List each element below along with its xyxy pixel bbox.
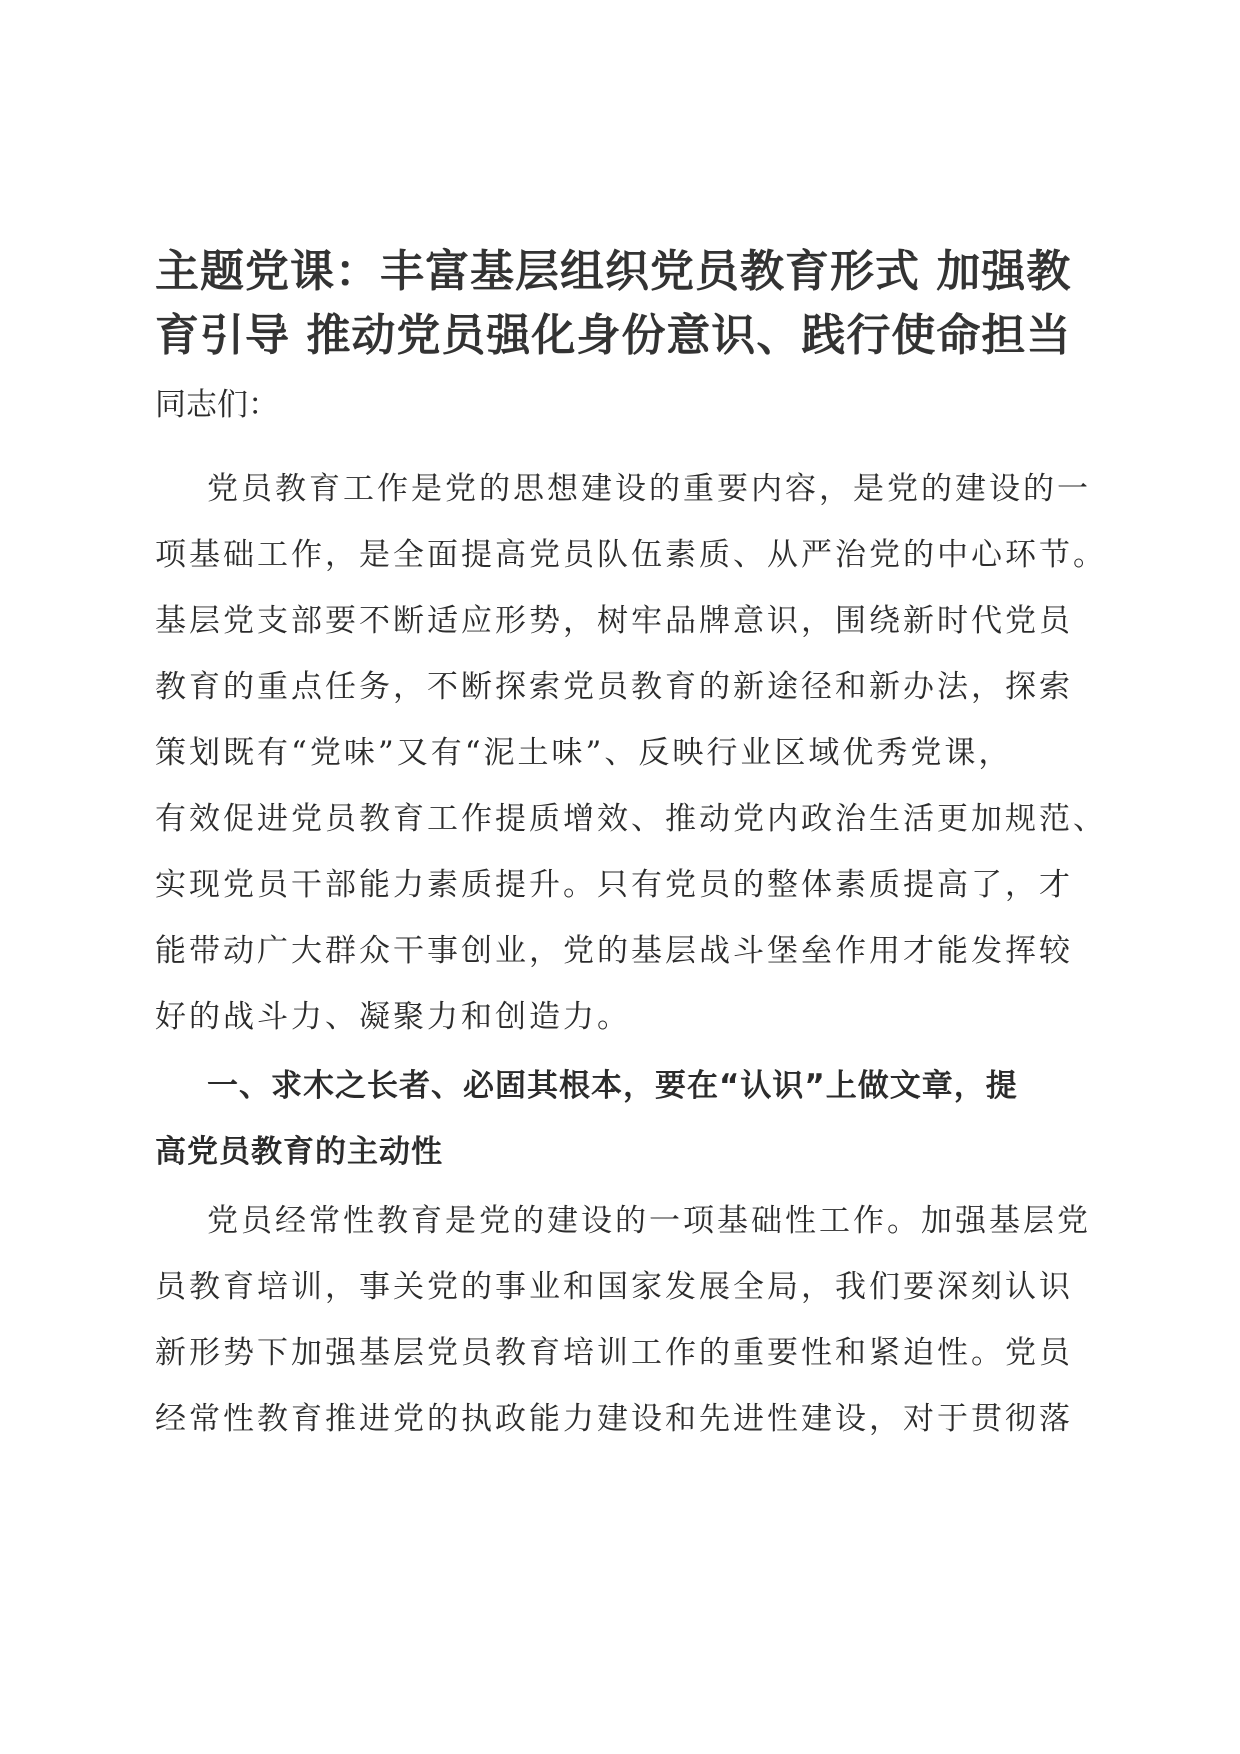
paragraph-line: 能带动广大群众干事创业，党的基层战斗堡垒作用才能发挥较 (155, 933, 1073, 969)
paragraph-line: 好的战斗力、凝聚力和创造力。 (155, 999, 631, 1035)
salutation: 同志们： (155, 387, 279, 423)
paragraph-line: 党员教育工作是党的思想建设的重要内容，是党的建设的一 (207, 471, 1091, 507)
paragraph-line: 实现党员干部能力素质提升。只有党员的整体素质提高了，才 (155, 867, 1073, 903)
paragraph-line: 教育的重点任务，不断探索党员教育的新途径和新办法，探索 (155, 669, 1073, 705)
paragraph-line: 基层党支部要不断适应形势，树牢品牌意识，围绕新时代党员 (155, 603, 1073, 639)
paragraph-line: 员教育培训，事关党的事业和国家发展全局，我们要深刻认识 (155, 1269, 1073, 1305)
paragraph-intro (155, 456, 1107, 1050)
paragraph-line: 党员经常性教育是党的建设的一项基础性工作。加强基层党 (207, 1203, 1091, 1239)
paragraph-line: 项基础工作，是全面提高党员队伍素质、从严治党的中心环节。 (155, 537, 1107, 573)
section-heading (155, 1053, 1095, 1185)
paragraph-line: 新形势下加强基层党员教育培训工作的重要性和紧迫性。党员 (155, 1335, 1073, 1371)
paragraph-line: 经常性教育推进党的执政能力建设和先进性建设，对于贯彻落 (155, 1401, 1073, 1437)
paragraph-section1 (155, 1188, 1095, 1452)
document-title (155, 240, 1095, 368)
paragraph-line: 有效促进党员教育工作提质增效、推动党内政治生活更加规范、 (155, 801, 1107, 837)
title-line: 主题党课：丰富基层组织党员教育形式 加强教 (155, 246, 1072, 297)
paragraph-line: 策划既有“党味”又有“泥土味”、反映行业区域优秀党课， (155, 735, 1013, 771)
heading-line: 高党员教育的主动性 (155, 1134, 443, 1170)
heading-line: 一、求木之长者、必固其根本，要在“认识”上做文章，提 (207, 1068, 1018, 1104)
title-line: 育引导 推动党员强化身份意识、践行使命担当 (155, 310, 1072, 361)
